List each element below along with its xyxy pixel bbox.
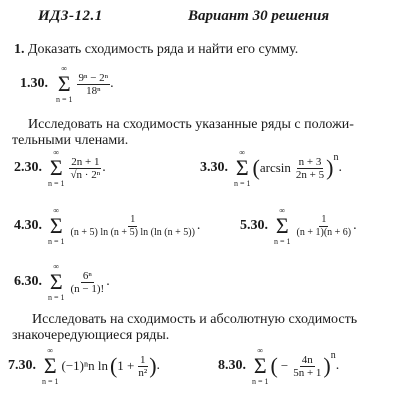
sum-upper-limit: ∞ [279,206,286,215]
sigma-icon: Σ [235,155,249,180]
right-paren: ) [326,155,334,180]
problem-2-30 [14,148,106,188]
function-name: arcsin [259,160,291,175]
problem-8-30 [218,346,339,386]
sum-symbol [274,206,291,246]
header-variant-id: ИДЗ-12.1 [38,8,103,24]
fraction [69,156,103,181]
problem-label: 1.30. [20,76,48,91]
fraction [294,156,326,181]
period: . [338,160,342,175]
task-2-line-1: Исследовать на сходимость указанные ряды с положи- [28,117,354,132]
period: . [196,218,201,233]
denominator: √n · 2ⁿ [70,168,101,181]
sum-lower-limit: n = 1 [48,179,65,188]
sum-lower-limit: n = 1 [42,377,59,386]
right-paren: ) [149,353,157,378]
sigma-icon: Σ [253,353,267,378]
numerator: 6ⁿ [82,269,92,282]
sum-symbol [48,262,65,302]
sum-lower-limit: n = 1 [56,95,73,104]
problem-label: 3.30. [200,160,228,175]
sigma-icon: Σ [57,71,71,96]
problem-label: 6.30. [14,274,42,289]
task-3 [12,312,392,344]
problem-label: 8.30. [218,358,246,373]
sum-upper-limit: ∞ [239,148,246,157]
period: . [353,218,357,233]
denominator: 5n + 1 [293,366,322,379]
task-2 [12,117,388,149]
denominator: n² [138,366,148,379]
sigma-icon: Σ [49,213,63,238]
numerator: 1 [130,213,136,225]
exponent: n [333,152,339,163]
problem-label: 2.30. [14,160,42,175]
numerator: n + 3 [298,155,322,168]
sum-upper-limit: ∞ [61,64,68,73]
left-paren: ( [270,353,278,378]
sum-symbol [42,346,59,386]
numerator: 1 [140,353,146,366]
left-paren: ( [252,155,260,180]
right-paren: ) [323,353,331,378]
task-1-text: Доказать сходимость ряда и найти его сумму. [28,42,299,57]
fraction [291,354,323,379]
problem-5-30 [240,206,357,246]
task-2-line-2: тельными членами. [12,133,129,148]
problem-label: 7.30. [8,358,36,373]
denominator: 2n + 5 [295,168,325,181]
sum-lower-limit: n = 1 [234,179,251,188]
sum-symbol [234,148,251,188]
sigma-icon: Σ [275,213,289,238]
exponent: n [330,350,336,361]
problem-label: 4.30. [14,218,42,233]
sum-lower-limit: n = 1 [48,293,65,302]
numerator: 1 [321,213,327,225]
header-title: Вариант 30 решения [188,8,330,24]
sum-upper-limit: ∞ [257,346,264,355]
fraction [136,354,149,379]
sum-lower-limit: n = 1 [48,237,65,246]
minus-sign: − [280,358,289,373]
period: . [335,358,340,373]
sum-symbol [252,346,269,386]
fraction [69,270,107,295]
sigma-icon: Σ [49,269,63,294]
denominator: 18ⁿ [86,84,101,97]
problem-1-30 [20,64,114,104]
numerator: 2n + 1 [71,155,100,168]
fraction [69,214,197,239]
problem-label: 5.30. [240,218,268,233]
problem-7-30 [8,346,160,386]
task-1 [14,42,298,58]
numerator: 4n [301,353,313,366]
fraction [295,214,354,239]
denominator: (n + 1)(n + 6) [296,226,352,238]
problem-4-30 [14,206,200,246]
sum-symbol [48,148,65,188]
denominator: (n − 1)! [70,282,105,295]
sum-upper-limit: ∞ [53,262,60,271]
period: . [156,358,161,373]
inner-term: 1 + [117,358,135,373]
task-3-line-1: Исследовать на сходимость и абсолютную сходимость [32,312,358,327]
period: . [102,160,106,175]
sum-upper-limit: ∞ [47,346,54,355]
sum-upper-limit: ∞ [53,206,60,215]
sum-upper-limit: ∞ [53,148,60,157]
task-1-number: 1. [14,42,25,57]
period: . [110,76,114,91]
problem-3-30 [200,148,342,188]
sum-symbol [56,64,73,104]
sum-lower-limit: n = 1 [274,237,291,246]
period: . [106,274,110,289]
sigma-icon: Σ [49,155,63,180]
sum-symbol [48,206,65,246]
problem-6-30 [14,262,110,302]
term-prefix: (−1)ⁿn ln [61,358,108,373]
task-3-line-2: знакочередующиеся ряды. [12,328,170,343]
numerator: 9ⁿ − 2ⁿ [78,71,109,84]
fraction [77,72,111,97]
denominator: (n + 5) ln (n + 5) ln (ln (n + 5)) [70,226,195,238]
sum-lower-limit: n = 1 [252,377,269,386]
left-paren: ( [109,353,118,378]
sigma-icon: Σ [43,353,57,378]
